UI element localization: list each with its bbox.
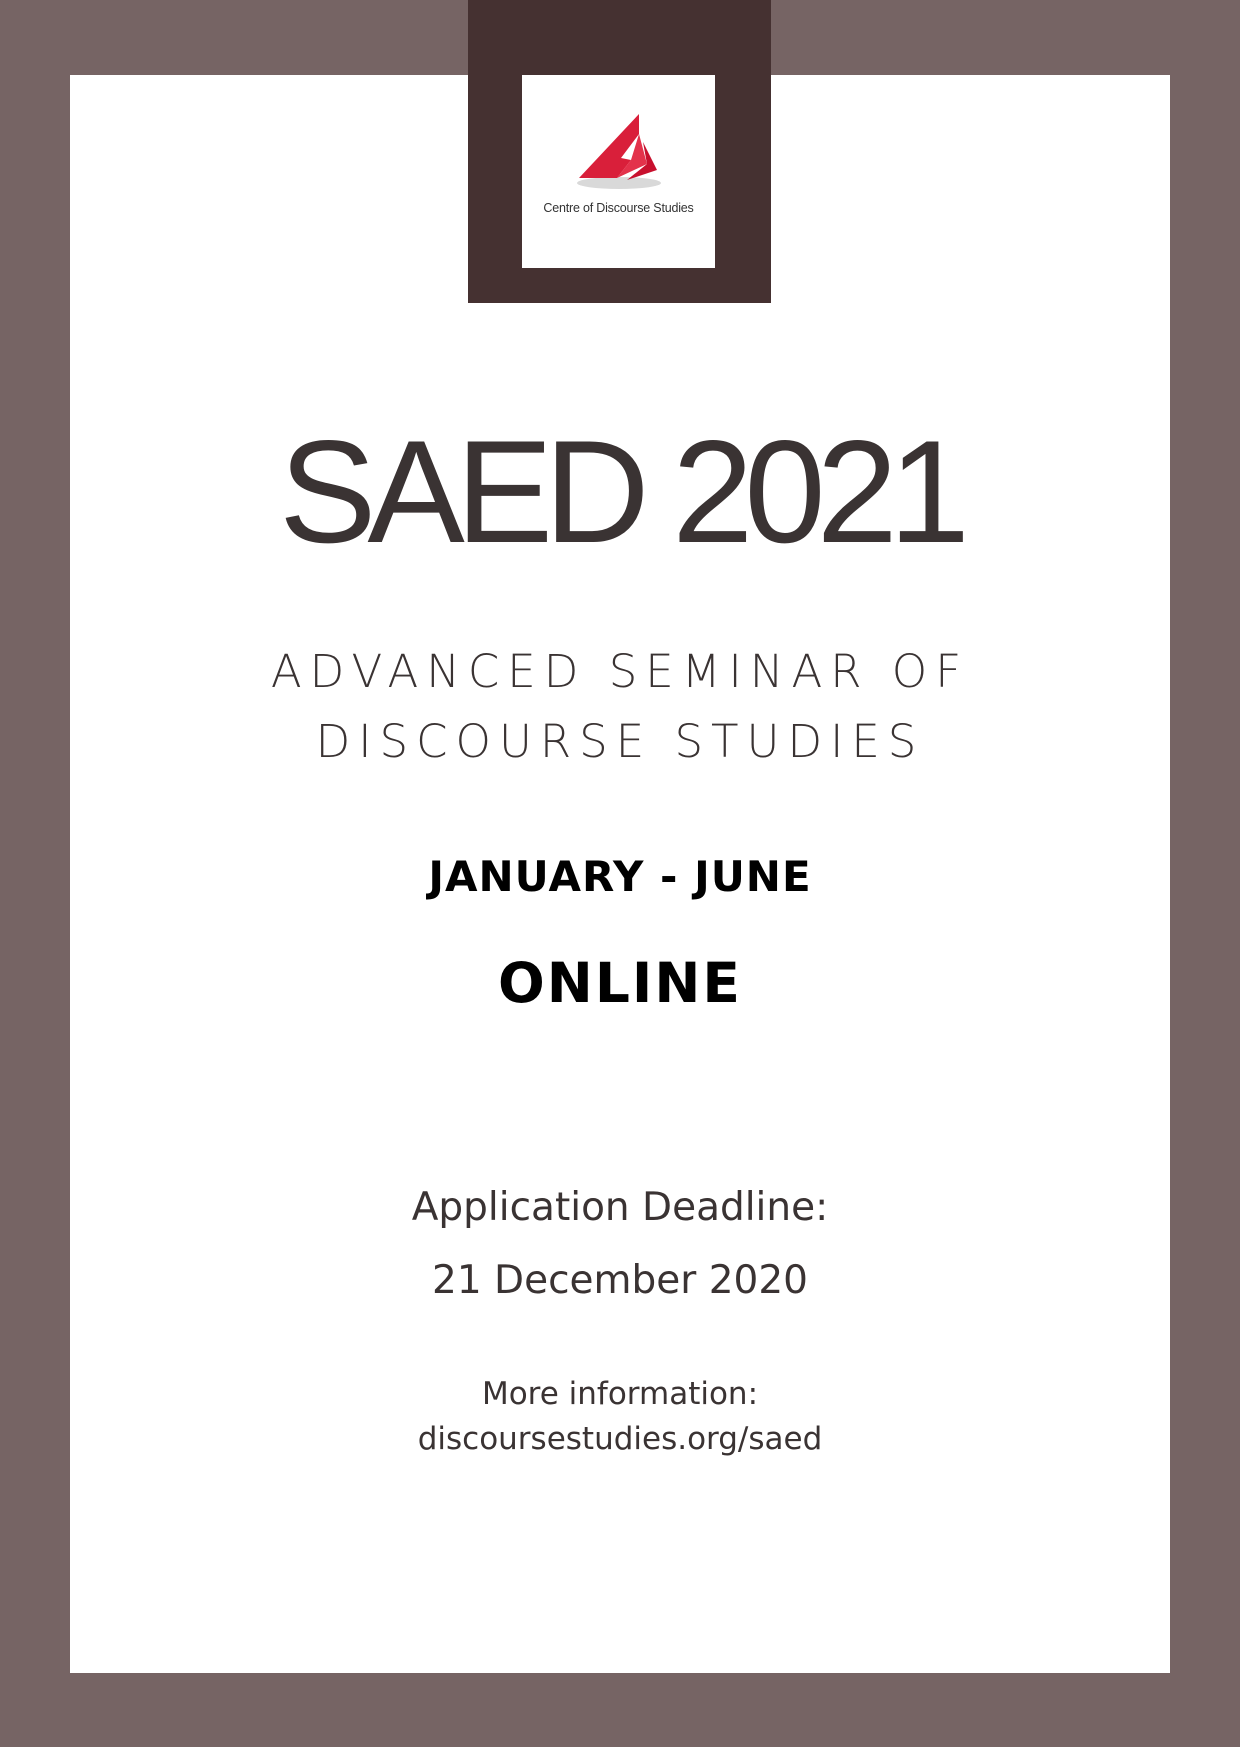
deadline-label: Application Deadline: [411,1185,829,1230]
subtitle-line-1: ADVANCED SEMINAR OF [270,645,970,698]
event-title: SAED 2021 [279,410,961,573]
event-dates: JANUARY - JUNE [428,852,812,901]
subtitle-line-2: DISCOURSE STUDIES [315,715,925,768]
more-info-label: More information: [481,1376,759,1412]
logo-card [522,75,715,268]
event-format: ONLINE [498,951,742,1015]
red-triangle-logo-icon [573,112,665,192]
logo-caption: Centre of Discourse Studies [543,201,694,215]
more-info-link[interactable]: discoursestudies.org/saed [417,1421,823,1457]
deadline-date: 21 December 2020 [432,1258,808,1303]
